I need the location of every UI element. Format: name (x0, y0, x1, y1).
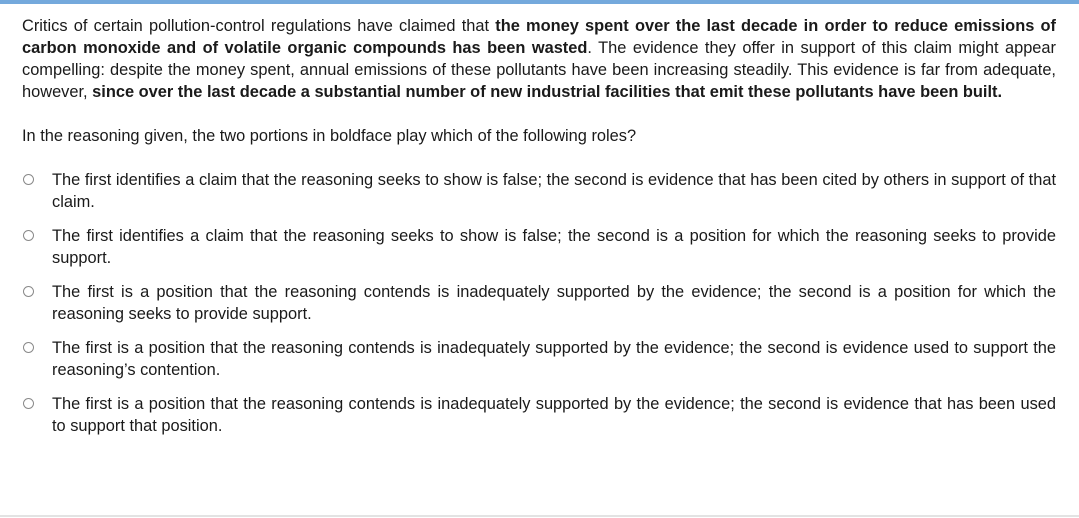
radio-button-icon[interactable] (23, 398, 34, 409)
boldface-portion-2: since over the last decade a substantial number of new industrial facilities that emit these pollutants have been built. (92, 83, 1003, 101)
answer-option-b[interactable] (22, 225, 1056, 269)
passage-segment-1: Critics of certain pollution-control regulations have claimed that (22, 17, 496, 35)
answer-option-a[interactable] (22, 169, 1056, 213)
radio-button-icon[interactable] (23, 230, 34, 241)
question-panel (22, 15, 1056, 449)
answer-option-d[interactable] (22, 337, 1056, 381)
top-accent-bar (0, 0, 1079, 4)
answer-option-label: The first is a position that the reasoning contends is inadequately supported by the evidence; the second is evidence used to support the reasoning’s contention. (52, 339, 1056, 379)
radio-button-icon[interactable] (23, 286, 34, 297)
answer-option-label: The first is a position that the reasoning contends is inadequately supported by the evidence; the second is evidence that has been used to support that position. (52, 395, 1056, 435)
question-prompt: In the reasoning given, the two portions in boldface play which of the following roles? (22, 127, 637, 145)
answer-option-c[interactable] (22, 281, 1056, 325)
answer-options (22, 169, 1056, 437)
radio-button-icon[interactable] (23, 174, 34, 185)
radio-button-icon[interactable] (23, 342, 34, 353)
boldface-portion-1: the money spent over the last decade in order to reduce emissions of carbon monoxide and of volatile organic compounds has been wasted (22, 17, 1056, 57)
answer-option-label: The first identifies a claim that the reasoning seeks to show is false; the second is a position for which the reasoning seeks to provide support. (52, 227, 1056, 267)
passage-segment-2: . The evidence they offer in support of this claim might appear compelling: despite the money spent, annual emissions of these pollutants have been increasing steadily. This evidence is far from adequate, however, (22, 39, 1056, 101)
answer-option-e[interactable] (22, 393, 1056, 437)
bottom-divider (0, 515, 1079, 517)
answer-option-label: The first identifies a claim that the reasoning seeks to show is false; the second is evidence that has been cited by others in support of that claim. (52, 171, 1056, 211)
passage-text (22, 15, 1056, 103)
answer-option-label: The first is a position that the reasoning contends is inadequately supported by the evidence; the second is a position for which the reasoning seeks to provide support. (52, 283, 1056, 323)
